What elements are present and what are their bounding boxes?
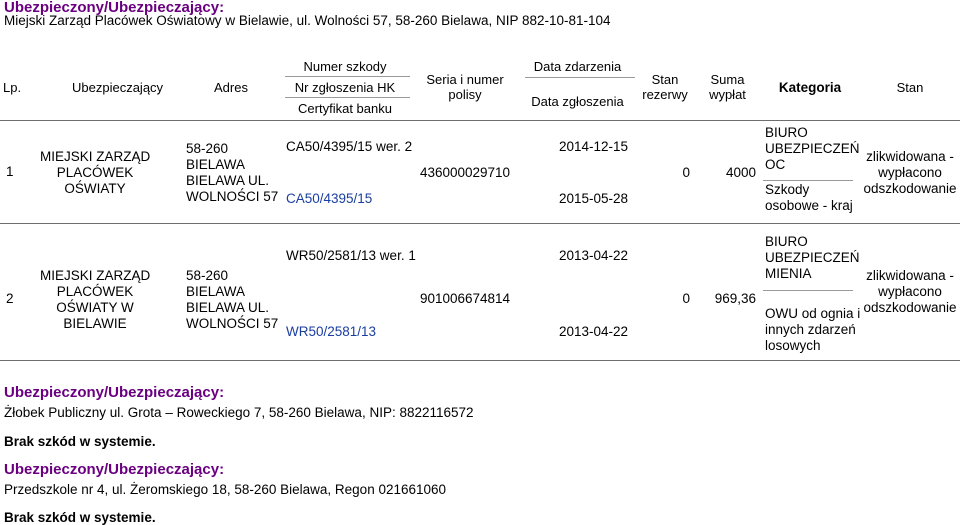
header-policy-2: polisy <box>448 87 482 102</box>
cell-address: 58-260 BIELAWA BIELAWA UL. WOLNOŚCI 57 <box>186 268 279 331</box>
cell-report-date: 2015-05-28 <box>558 191 628 206</box>
header-cert: Certyfikat banku <box>298 101 392 116</box>
insured-line: Żłobek Publiczny ul. Grota – Roweckiego 7, 58-260 Bielawa, NIP: 8822116572 <box>4 405 474 420</box>
section-heading: Ubezpieczony/Ubezpieczający: <box>4 461 225 478</box>
header-reserve: Stan <box>651 72 679 87</box>
table-rule <box>0 120 960 121</box>
cell-insurer: MIEJSKI ZARZĄD PLACÓWEK OŚWIATY W BIELAWIE <box>40 268 151 331</box>
cell-category-detail: OWU od ognia i innych zdarzeń losowych <box>765 306 861 353</box>
no-claims-note: Brak szkód w systemie. <box>4 510 156 525</box>
cell-cert: WR50/2581/13 <box>286 324 377 339</box>
cell-status: zlikwidowana - wypłacono odszkodowanie <box>863 268 957 315</box>
section-heading: Ubezpieczony/Ubezpieczający: <box>4 384 225 401</box>
cell-report-date: 2013-04-22 <box>558 324 628 339</box>
header-divider <box>285 76 410 77</box>
header-paid-2: wypłat <box>709 87 746 102</box>
cell-event-date: 2013-04-22 <box>558 248 628 263</box>
cell-address: 58-260 BIELAWA BIELAWA UL. WOLNOŚCI 57 <box>186 141 279 204</box>
table-rule <box>0 223 960 224</box>
header-school-no: Numer szkody <box>303 59 387 74</box>
category-divider <box>763 180 853 181</box>
header-policy: Seria i numer <box>426 72 504 87</box>
header-claim-no: Nr zgłoszenia HK <box>294 80 396 95</box>
cell-insurer: MIEJSKI ZARZĄD PLACÓWEK OŚWIATY <box>40 149 151 196</box>
category-divider <box>763 290 853 291</box>
header-report-date: Data zgłoszenia <box>531 94 624 109</box>
header-paid: Suma <box>710 72 745 87</box>
no-claims-note: Brak szkód w systemie. <box>4 434 156 449</box>
cell-status: zlikwidowana - wypłacono odszkodowanie <box>863 149 957 196</box>
cell-reserve: 0 <box>682 165 690 180</box>
cell-category: BIURO UBEZPIECZEŃ MIENIA <box>765 234 860 281</box>
header-divider <box>285 97 410 98</box>
cell-cert: CA50/4395/15 <box>286 191 373 206</box>
cell-paid: 4000 <box>725 165 756 180</box>
header-reserve-2: rezerwy <box>642 87 688 102</box>
header-lp: Lp. <box>3 80 22 95</box>
cell-lp: 2 <box>6 291 14 306</box>
cell-category: BIURO UBEZPIECZEŃ OC <box>765 125 860 172</box>
header-event-date: Data zdarzenia <box>533 59 622 74</box>
section-heading: Ubezpieczony/Ubezpieczający: <box>4 0 225 16</box>
cell-paid: 969,36 <box>714 291 756 306</box>
header-divider <box>525 77 635 78</box>
cell-policy: 436000029710 <box>419 165 511 180</box>
cell-reserve: 0 <box>682 291 690 306</box>
cell-category-detail: Szkody osobowe - kraj <box>765 182 853 213</box>
cell-policy: 901006674814 <box>419 291 511 306</box>
header-insurer: Ubezpieczający <box>72 80 164 95</box>
header-category: Kategoria <box>778 80 842 95</box>
cell-claim-no: WR50/2581/13 wer. 1 <box>286 248 416 263</box>
insured-line: Miejski Zarząd Placówek Oświatowy w Bielawie, ul. Wolności 57, 58-260 Bielawa, NIP 882-10-81-104 <box>4 13 611 28</box>
header-address: Adres <box>214 80 248 95</box>
cell-lp: 1 <box>6 164 14 179</box>
cell-claim-no: CA50/4395/15 wer. 2 <box>286 139 413 154</box>
insured-line: Przedszkole nr 4, ul. Żeromskiego 18, 58-260 Bielawa, Regon 021661060 <box>4 482 447 497</box>
header-status: Stan <box>896 80 924 95</box>
table-rule <box>0 360 960 361</box>
cell-event-date: 2014-12-15 <box>558 139 628 154</box>
